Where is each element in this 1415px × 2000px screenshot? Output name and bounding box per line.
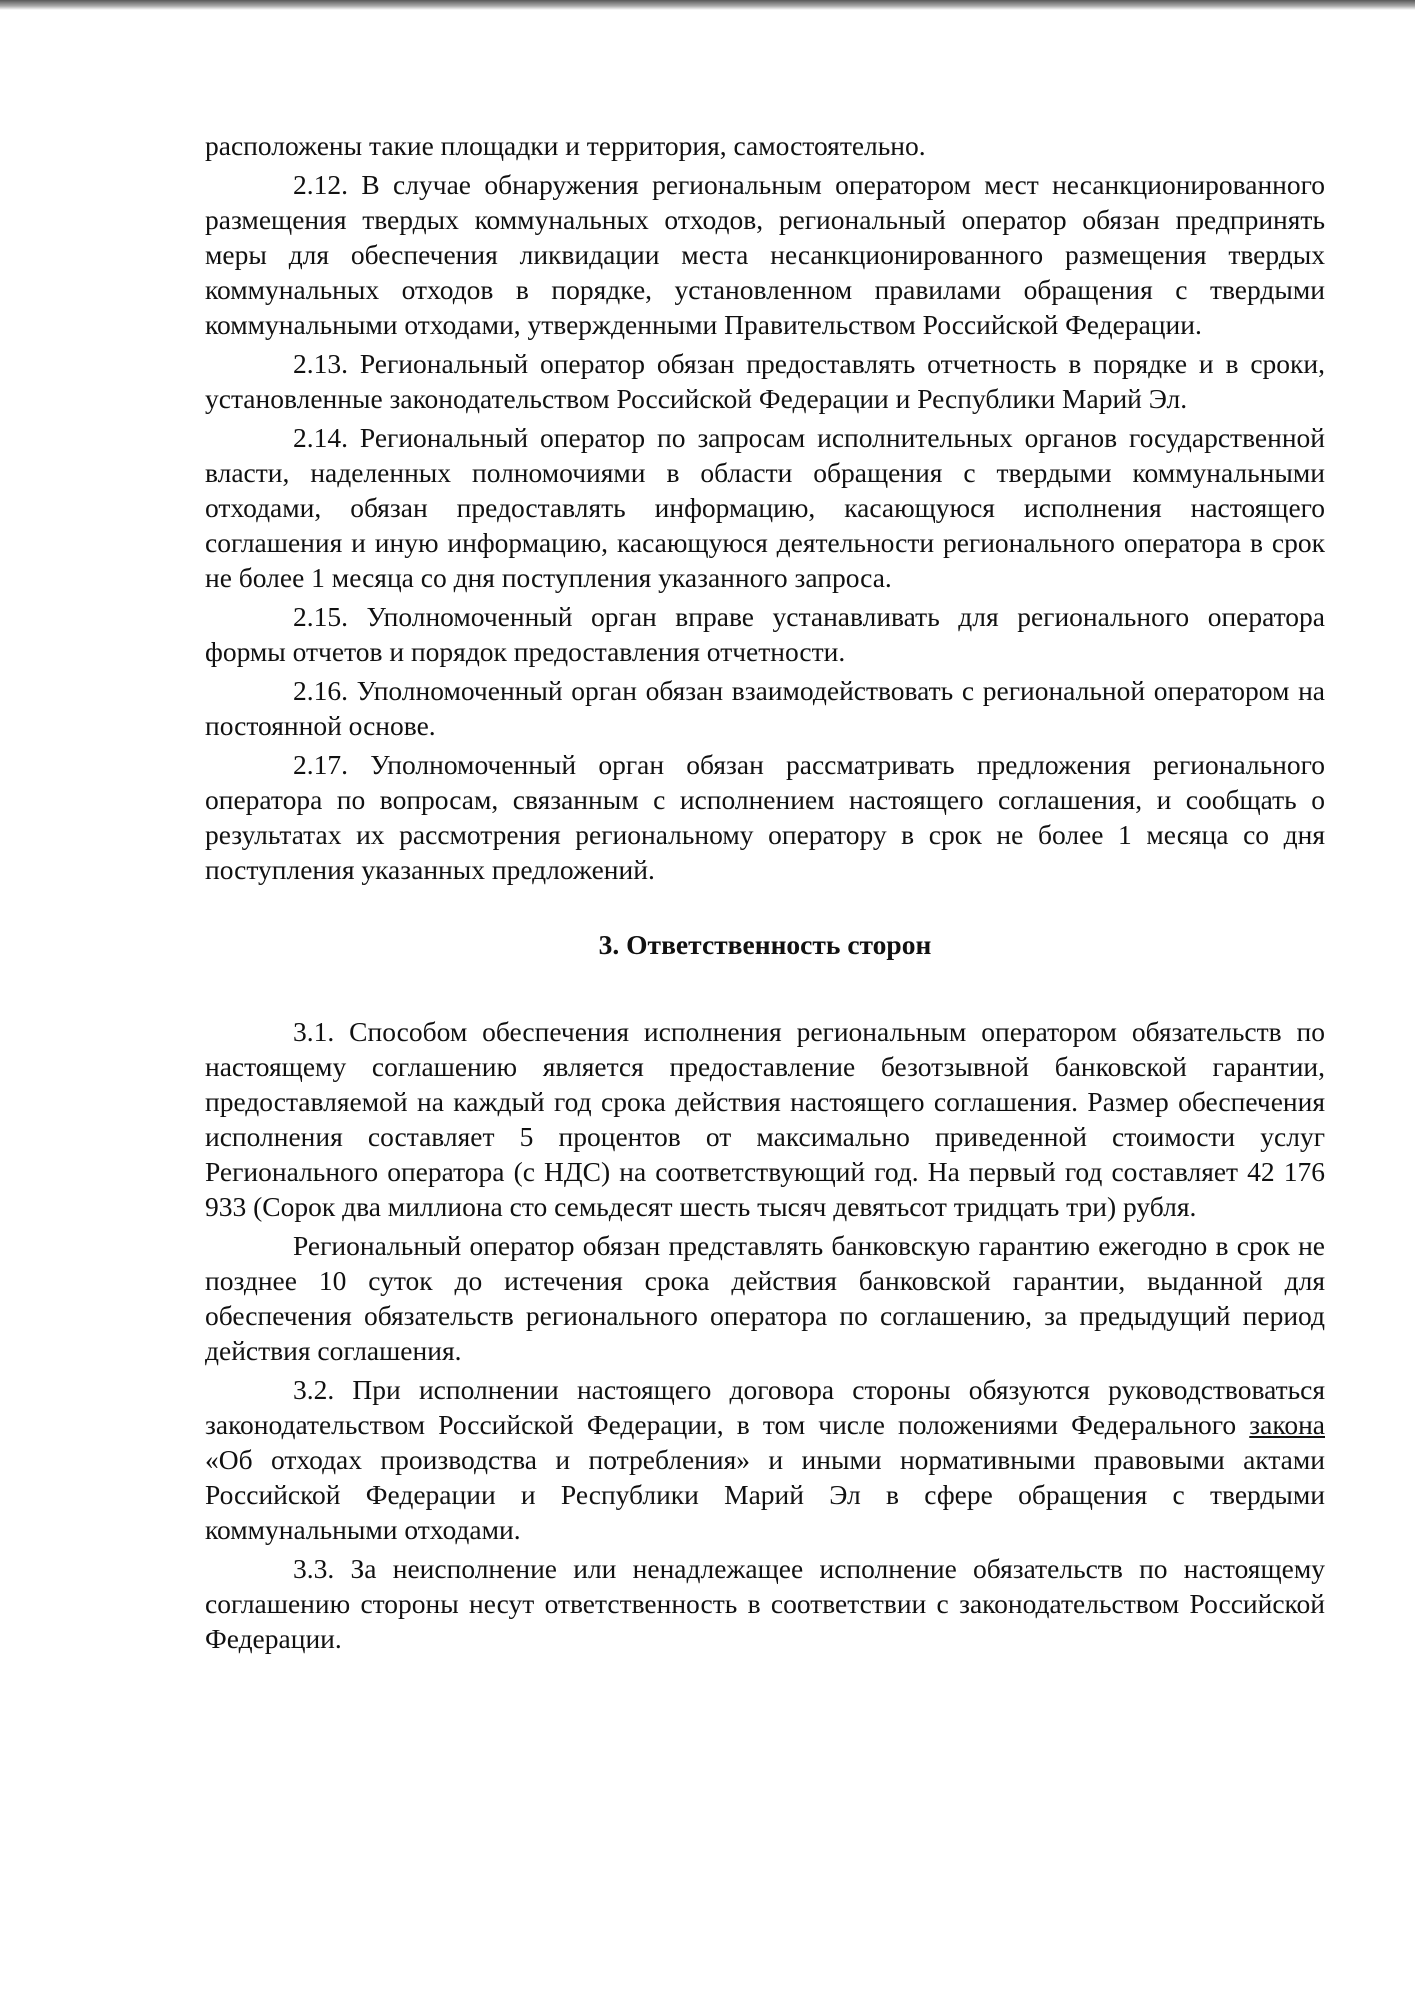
scan-top-edge: [0, 0, 1415, 10]
clause-2-15: 2.15. Уполномоченный орган вправе устанавливать для регионального оператора формы отчетов и порядок предоставления отчетности.: [205, 601, 1325, 667]
clause-3-1-continuation: Региональный оператор обязан представлять банковскую гарантию ежегодно в срок не позднее 10 суток до истечения срока действия банковской гарантии, выданной для обеспечения обязательств регионального оператора по соглашению, за предыдущий период действия соглашения.: [205, 1230, 1325, 1366]
document-page: [205, 128, 1325, 1660]
clause-3-2: [205, 1372, 1325, 1547]
clause-2-14: 2.14. Региональный оператор по запросам исполнительных органов государственной власти, наделенных полномочиями в области обращения с твердыми коммунальными отходами, обязан предоставлять информацию, касающуюся исполнения настоящего соглашения и иную информацию, касающуюся деятельности регионального оператора в срок не более 1 месяца со дня поступления указанного запроса.: [205, 422, 1325, 593]
clause-3-2-text-end: «Об отходах производства и потребления» и иными нормативными правовыми актами Российской Федерации и Республики Марий Эл в сфере обращения с твердыми коммунальными отходами.: [205, 1444, 1325, 1545]
clause-3-1: 3.1. Способом обеспечения исполнения региональным оператором обязательств по настоящему соглашению является предоставление безотзывной банковской гарантии, предоставляемой на каждый год срока действия настоящего соглашения. Размер обеспечения исполнения составляет 5 процентов от максимально приведенной стоимости услуг Регионального оператора (с НДС) на соответствующий год. На первый год составляет 42 176 933 (Сорок два миллиона сто семьдесят шесть тысяч девятьсот тридцать три) рубля.: [205, 1016, 1325, 1222]
clause-3-2-text-start: 3.2. При исполнении настоящего договора стороны обязуются руководствоваться законодательством Российской Федерации, в том числе положениями Федерального: [205, 1374, 1325, 1440]
clause-2-13: 2.13. Региональный оператор обязан предоставлять отчетность в порядке и в сроки, установленные законодательством Российской Федерации и Республики Марий Эл.: [205, 348, 1325, 414]
intro-tail-paragraph: расположены такие площадки и территория, самостоятельно.: [205, 130, 926, 161]
clause-2-17: 2.17. Уполномоченный орган обязан рассматривать предложения регионального оператора по вопросам, связанным с исполнением настоящего соглашения, и сообщать о результатах их рассмотрения региональному оператору в срок не более 1 месяца со дня поступления указанных предложений.: [205, 749, 1325, 885]
federal-law-link[interactable]: закона: [1249, 1409, 1325, 1440]
clause-2-12: 2.12. В случае обнаружения региональным оператором мест несанкционированного размещения твердых коммунальных отходов, региональный оператор обязан предпринять меры для обеспечения ликвидации места несанкционированного размещения твердых коммунальных отходов в порядке, установленном правилами обращения с твердыми коммунальными отходами, утвержденными Правительством Российской Федерации.: [205, 169, 1325, 340]
clause-3-3: 3.3. За неисполнение или ненадлежащее исполнение обязательств по настоящему соглашению стороны несут ответственность в соответствии с законодательством Российской Федерации.: [205, 1553, 1325, 1654]
clause-2-16: 2.16. Уполномоченный орган обязан взаимодействовать с региональной оператором на постоянной основе.: [205, 675, 1325, 741]
section-3-heading: 3. Ответственность сторон: [598, 929, 932, 960]
